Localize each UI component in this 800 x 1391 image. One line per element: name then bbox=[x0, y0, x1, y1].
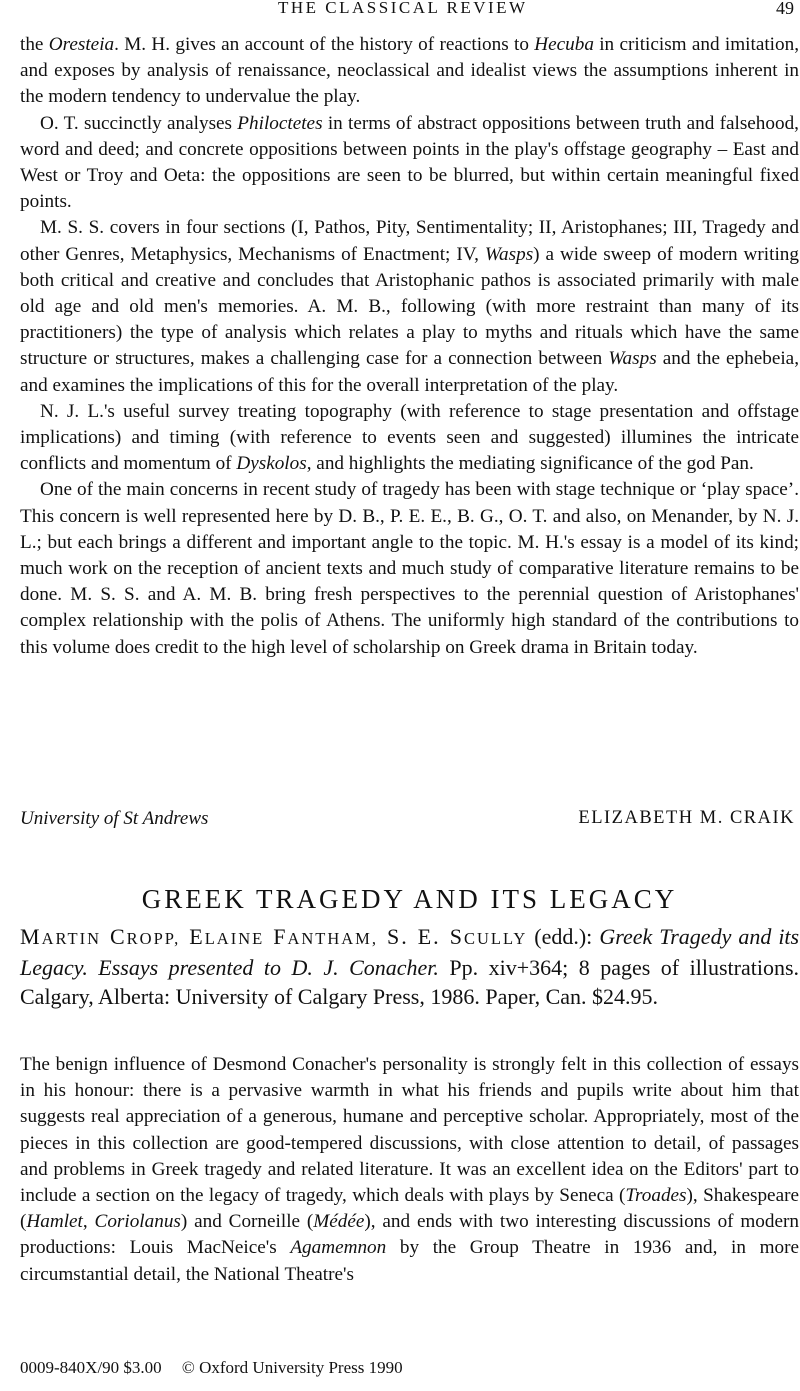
italic-title: Wasps bbox=[484, 243, 534, 265]
running-head bbox=[20, 0, 799, 22]
book-editors: MARTIN CROPP, ELAINE FANTHAM, S. E. SCULLY bbox=[20, 924, 528, 949]
reviewer-name: ELIZABETH M. CRAIK bbox=[578, 808, 795, 828]
italic-title: Coriolanus bbox=[94, 1211, 181, 1233]
paragraph: O. T. succinctly analyses Philoctetes in terms of abstract oppositions between truth and falsehood, word and deed; and concrete oppositions between points in the play's offstage geography – East and West or Troy and Oeta: the oppositions are seen to be blurred, but within certain meaningful fixed points. bbox=[20, 112, 799, 213]
page-number: 49 bbox=[776, 0, 794, 18]
reviewer-affiliation: University of St Andrews bbox=[20, 808, 209, 829]
italic-title: Agamemnon bbox=[290, 1237, 387, 1259]
page-footer bbox=[20, 1358, 419, 1378]
paragraph: N. J. L.'s useful survey treating topography (with reference to stage presentation and offstage implications) and timing (with reference to events seen and suggested) illumines the intricate conflicts and momentum of Dyskolos, and highlights the mediating significance of the god Pan. bbox=[20, 400, 799, 475]
journal-title: THE CLASSICAL REVIEW bbox=[278, 0, 528, 17]
paragraph: One of the main concerns in recent study of tragedy has been with stage technique or ‘play space’. This concern is well represented here by D. B., P. E. E., B. G., O. T. and also, on Menander, by N. J. L.; but each brings a different and important angle to the topic. M. H.'s essay is a model of its kind; much work on the reception of ancient texts and much study of comparative literature remains to be done. M. S. S. and A. M. B. bring fresh perspectives to the perennial question of Aristophanes' complex relationship with the polis of Athens. The uniformly high standard of the contributions to this volume does credit to the high level of scholarship on Greek drama in Britain today. bbox=[20, 479, 799, 658]
italic-title: Philoctetes bbox=[237, 112, 323, 134]
book-details: Pp. xiv+364; 8 pages of illustrations. Calgary, Alberta: University of Calgary Press, 1986. Paper, Can. $24.95. bbox=[20, 955, 799, 1009]
section-title: GREEK TRAGEDY AND ITS LEGACY bbox=[141, 884, 678, 914]
review-continuation bbox=[20, 32, 799, 661]
copyright: © Oxford University Press 1990 bbox=[181, 1358, 403, 1377]
italic-title: Troades bbox=[625, 1185, 687, 1207]
issn-price: 0009-840X/90 $3.00 bbox=[20, 1358, 162, 1377]
italic-title: Dyskolos bbox=[236, 453, 307, 475]
book-title: Greek Tragedy and its Legacy. Essays presented to D. J. Conacher. bbox=[20, 924, 800, 980]
paragraph: the Oresteia. M. H. gives an account of the history of reactions to Hecuba in criticism and imitation, and exposes by analysis of renaissance, neoclassical and idealist views the assumptions inherent in the modern tendency to undervalue the play. bbox=[20, 34, 799, 108]
editors-suffix: (edd.): bbox=[527, 924, 593, 949]
italic-title: Hecuba bbox=[534, 34, 594, 55]
paragraph: M. S. S. covers in four sections (I, Pathos, Pity, Sentimentality; II, Aristophanes; III, Tragedy and other Genres, Metaphysics, Mechanisms of Enactment; IV, Wasps) a wide sweep of modern writing both critical and creative and concludes that Aristophanic pathos is associated primarily with male old age and old men's memories. A. M. B., following (with more restraint than many of its practitioners) the type of analysis which relates a play to myths and rituals which have the same structure or structures, makes a challenging case for a connection between Wasps and the ephebeia, and examines the implications of this for the overall interpretation of the play. bbox=[20, 217, 799, 396]
paragraph: The benign influence of Desmond Conacher's personality is strongly felt in this collection of essays in his honour: there is a pervasive warmth in what his friends and pupils write about him that suggests real appreciation of a generous, humane and perceptive scholar. Appropriately, most of the pieces in this collection are good-tempered discussions, with close attention to detail, of passages and problems in Greek tragedy and related literature. It was an excellent idea on the Editors' part to include a section on the legacy of tragedy, which deals with plays by Seneca (Troades), Shakespeare (Hamlet, Coriolanus) and Corneille (Médée), and ends with two interesting discussions of modern productions: Louis MacNeice's Agamemnon by the Group Theatre in 1936 and, in more circumstantial detail, the National Theatre's bbox=[20, 1054, 800, 1285]
italic-title: Hamlet bbox=[26, 1211, 83, 1233]
italic-title: Médée bbox=[313, 1211, 365, 1233]
italic-title: Oresteia bbox=[48, 34, 115, 55]
book-citation bbox=[20, 922, 799, 1011]
italic-title: Wasps bbox=[608, 348, 657, 370]
review-body bbox=[20, 1052, 799, 1288]
